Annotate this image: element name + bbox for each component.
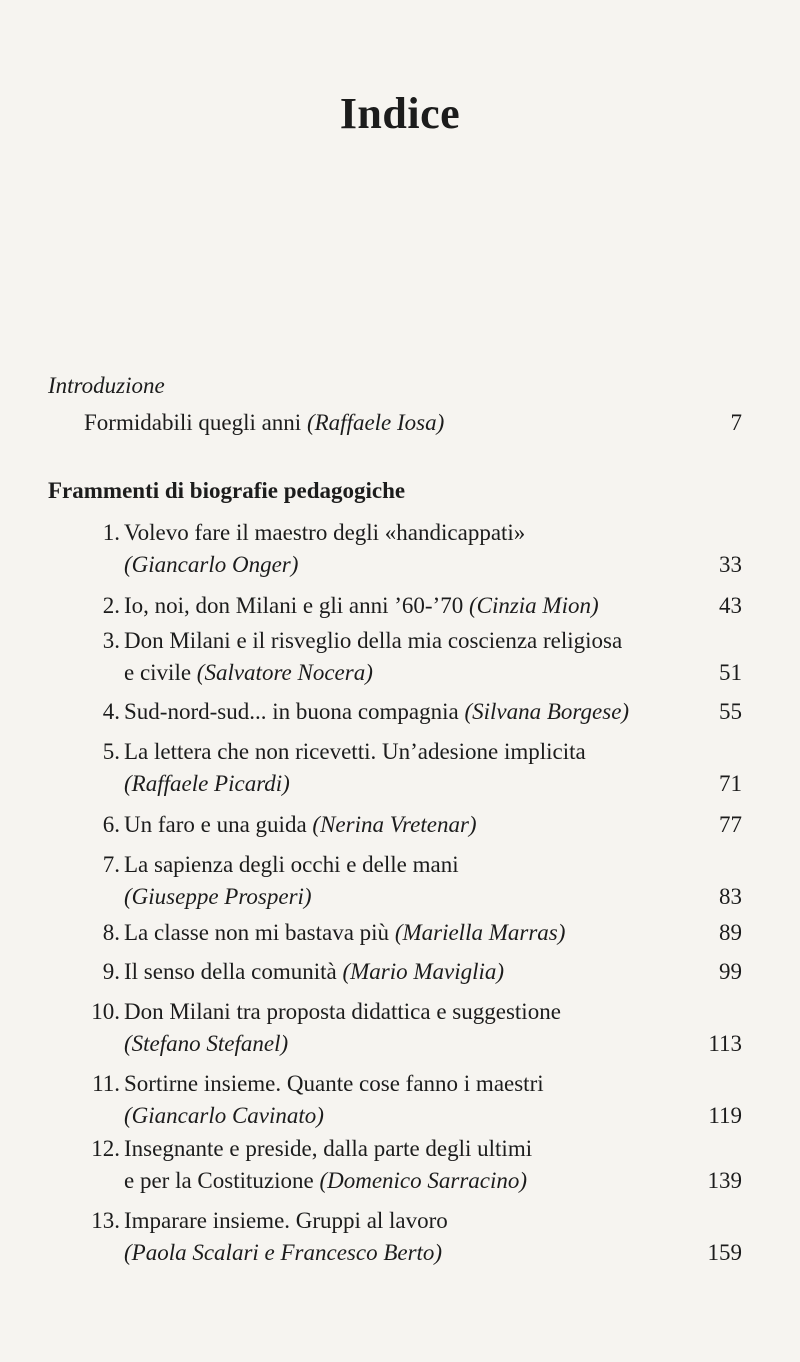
intro-entry-text: Formidabili quegli anni: [84, 410, 307, 435]
entry-author: (Giancarlo Onger): [124, 552, 299, 577]
entry-title-text: Sud-nord-sud... in buona compagnia: [124, 699, 465, 724]
entry-number: 7.: [102, 852, 120, 877]
entry-second-line: [124, 1029, 288, 1059]
entry-author: (Giuseppe Prosperi): [124, 884, 312, 909]
entry-author: (Mario Maviglia): [342, 959, 505, 984]
entry-second-line: [124, 769, 290, 799]
entry-number: 6.: [102, 812, 120, 837]
entry-number: 5.: [102, 739, 120, 764]
entry-number: 4.: [102, 699, 120, 724]
intro-entry-title: [84, 408, 444, 438]
entry-number: 11.: [92, 1071, 120, 1096]
entry-page-number: 77: [719, 812, 742, 837]
entry-title-text: Volevo fare il maestro degli «handicappati»: [124, 520, 526, 545]
entry-number: 13.: [91, 1208, 120, 1233]
entry-number: 8.: [102, 920, 120, 945]
intro-entry-page: 7: [730, 410, 742, 435]
entry-title-line: [124, 626, 622, 656]
entry-title-text: e per la Costituzione: [124, 1168, 320, 1193]
entry-page-number: 139: [707, 1168, 742, 1193]
entry-page-number: 159: [707, 1240, 742, 1265]
entry-title-line: [124, 737, 586, 767]
page-title: Indice: [339, 89, 461, 138]
entry-author: (Mariella Marras): [394, 920, 566, 945]
entry-title-line: [124, 1206, 448, 1236]
entry-title-text: Don Milani tra proposta didattica e suggestione: [124, 999, 561, 1024]
entry-page-number: 99: [719, 959, 742, 984]
entry-number: 9.: [102, 959, 120, 984]
entry-author: (Stefano Stefanel): [124, 1031, 289, 1056]
section-heading: Frammenti di biografie pedagogiche: [48, 478, 406, 503]
entry-title-text: Don Milani e il risveglio della mia coscienza religiosa: [124, 628, 623, 653]
entry-title-text: e civile: [124, 660, 197, 685]
entry-page-number: 113: [708, 1031, 742, 1056]
entry-second-line: [124, 658, 373, 688]
entry-number: 3.: [102, 628, 120, 653]
entry-title-text: La classe non mi bastava più: [124, 920, 395, 945]
entry-author: (Salvatore Nocera): [196, 660, 373, 685]
entry-page-number: 83: [719, 884, 742, 909]
entry-title-text: Imparare insieme. Gruppi al lavoro: [124, 1208, 448, 1233]
entry-number: 2.: [102, 593, 120, 618]
entry-title-line: [124, 1134, 532, 1164]
entry-author: (Nerina Vretenar): [312, 812, 477, 837]
entry-number: 12.: [91, 1136, 120, 1161]
entry-title-line: [124, 591, 599, 621]
entry-page-number: 55: [719, 699, 742, 724]
entry-title-line: [124, 518, 525, 548]
entry-author: (Raffaele Picardi): [124, 771, 290, 796]
entry-second-line: [124, 550, 298, 580]
entry-second-line: [124, 1238, 442, 1268]
entry-title-line: [124, 957, 504, 987]
entry-title-line: [124, 997, 561, 1027]
entry-number: 1.: [102, 520, 120, 545]
entry-title-line: [124, 810, 477, 840]
entry-title-line: [124, 850, 459, 880]
entry-second-line: [124, 1166, 527, 1196]
entry-title-line: [124, 1069, 544, 1099]
entry-page-number: 51: [719, 660, 742, 685]
entry-title-text: La sapienza degli occhi e delle mani: [124, 852, 459, 877]
entry-page-number: 33: [719, 552, 742, 577]
intro-heading: Introduzione: [48, 373, 165, 398]
entry-page-number: 71: [719, 771, 742, 796]
entry-author: (Giancarlo Cavinato): [124, 1103, 324, 1128]
entry-page-number: 89: [719, 920, 742, 945]
entry-page-number: 119: [708, 1103, 742, 1128]
entry-title-text: Sortirne insieme. Quante cose fanno i maestri: [124, 1071, 544, 1096]
entry-title-text: Un faro e una guida: [124, 812, 313, 837]
entry-page-number: 43: [719, 593, 742, 618]
entry-title-text: La lettera che non ricevetti. Un’adesione implicita: [124, 739, 586, 764]
entry-title-text: Insegnante e preside, dalla parte degli ultimi: [124, 1136, 533, 1161]
entry-author: (Silvana Borgese): [464, 699, 630, 724]
entry-author: (Domenico Sarracino): [319, 1168, 528, 1193]
entry-second-line: [124, 882, 312, 912]
entry-title-text: Io, noi, don Milani e gli anni ’60-’70: [124, 593, 469, 618]
entry-number: 10.: [91, 999, 120, 1024]
intro-entry-author: (Raffaele Iosa): [306, 410, 445, 435]
entry-title-text: Il senso della comunità: [124, 959, 343, 984]
entry-author: (Paola Scalari e Francesco Berto): [124, 1240, 443, 1265]
entry-title-line: [124, 918, 565, 948]
entry-second-line: [124, 1101, 324, 1131]
entry-author: (Cinzia Mion): [468, 593, 599, 618]
entry-title-line: [124, 697, 629, 727]
